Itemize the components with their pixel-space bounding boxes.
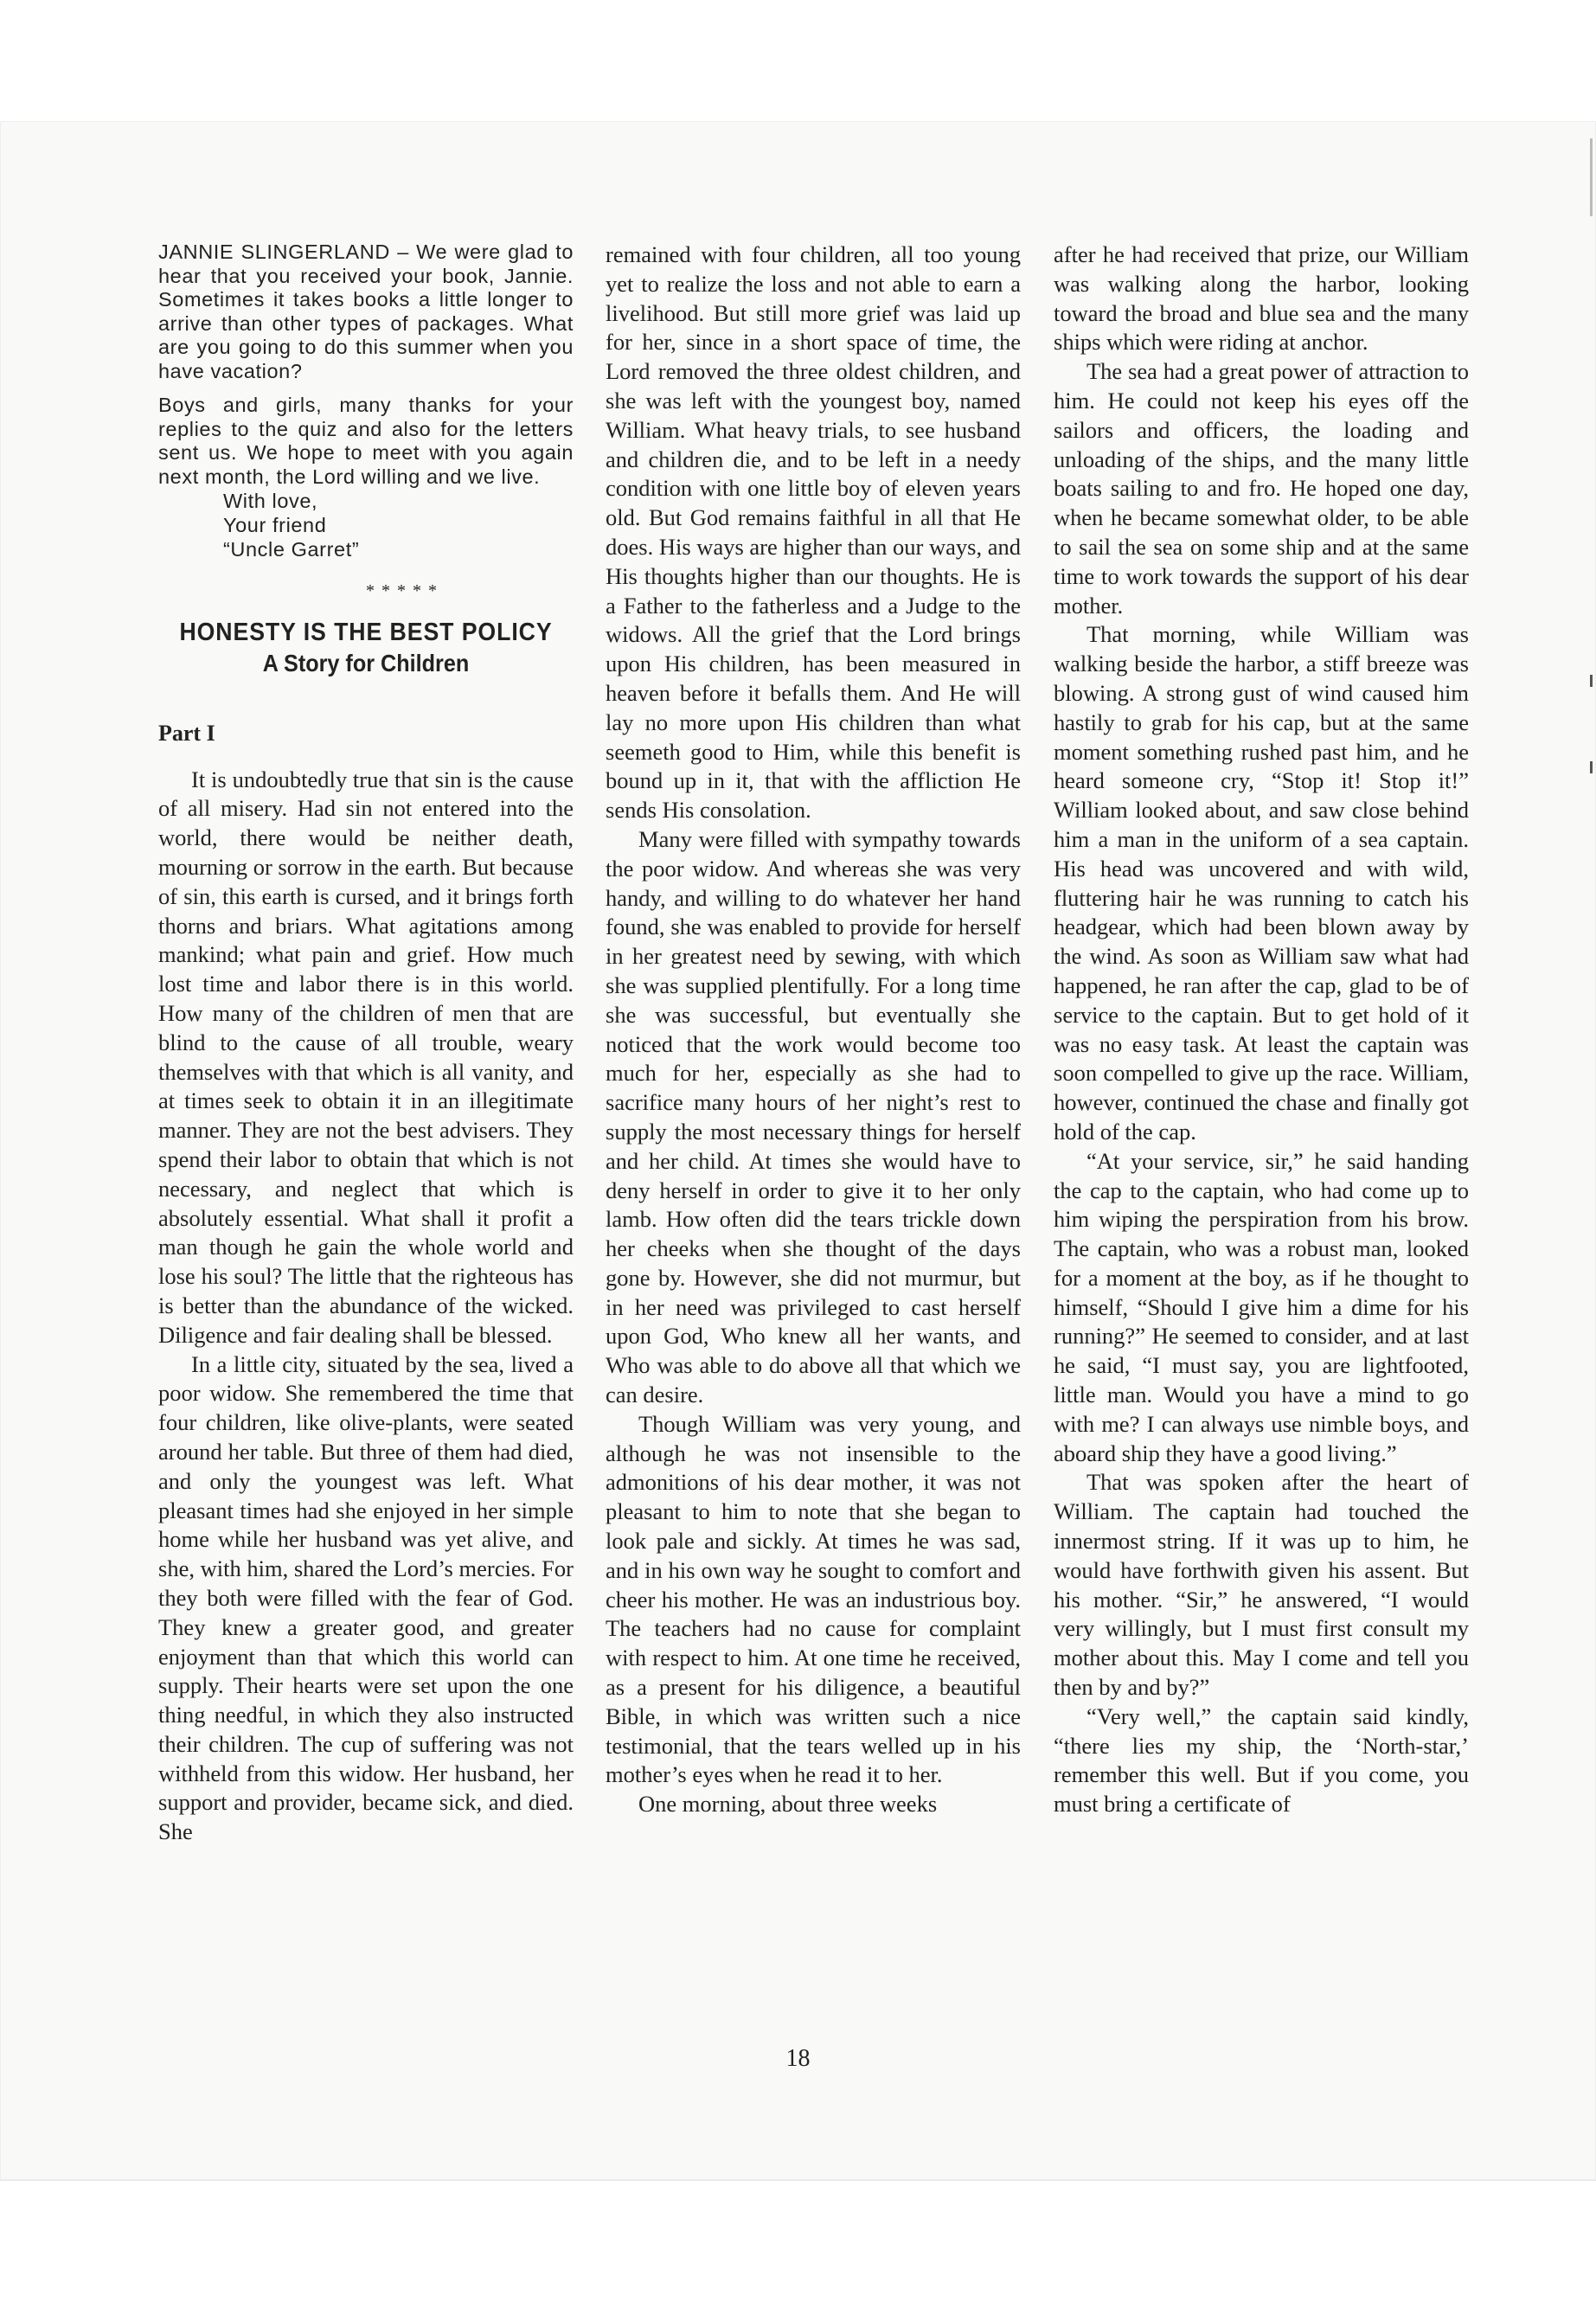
signoff-line: Your friend <box>223 514 327 536</box>
text-column-3 <box>1054 240 1469 1819</box>
story-paragraph: “Very well,” the captain said kindly, “there lies my ship, the ‘North-star,’ remember this well. But if you come, you must bring a certificate of <box>1054 1702 1469 1818</box>
story-headline: HONESTY IS THE BEST POLICY <box>179 618 553 646</box>
story-paragraph: That was spoken after the heart of William. The captain had touched the innermost string. If it was up to him, he would have forthwith given his assent. But his mother. “Sir,” he answered, “I would very willingly, but I must first consult my mother about this. May I come and tell you then by and by?” <box>1054 1469 1469 1701</box>
letter-thanks-readers: Boys and girls, many thanks for your replies to the quiz and also for the letters sent us. We hope to meet with you again next month, the Lord willing and we live. <box>158 394 574 488</box>
story-paragraph: That morning, while William was walking beside the harbor, a stiff breeze was blowing. A strong gust of wind caused him hastily to grab for his cap, but at the same moment something rushed past him, and he heard someone cry, “Stop it! Stop it!” William looked about, and saw close behind him a man in the uniform of a sea captain. His head was uncovered and with wild, fluttering hair he was running to catch his headgear, which had been blown away by the wind. As soon as William saw what had happened, he ran after the cap, glad to be of service to the captain. But to get hold of it was no easy task. At least the captain was soon compelled to give up the race. William, however, continued the chase and finally got hold of the cap. <box>1054 621 1469 1145</box>
section-divider-stars: ***** <box>366 581 444 600</box>
letter-signoff <box>158 489 574 561</box>
story-paragraph: Though William was very young, and although he was not insensible to the admonitions of his dear mother, it was not pleasant to him to note that she began to look pale and sickly. At times he was sad, and in his own way he sought to comfort and cheer his mother. He was an industrious boy. The teachers had no cause for complaint with respect to him. At one time he received, as a present for his diligence, a beautiful Bible, in which was written such a nice testimonial, that the tears welled up in his mother’s eyes when he read it to her. <box>606 1410 1021 1788</box>
scan-top-margin <box>0 0 1596 121</box>
text-column-1 <box>158 240 574 1847</box>
story-paragraph: The sea had a great power of attraction to him. He could not keep his eyes off the sailors and officers, the loading and unloading of the ships, and the many little boats sailing to and fro. He hoped one day, when he became somewhat older, to be able to sail the sea on some ship and at the same time to work towards the support of his dear mother. <box>1054 358 1469 619</box>
scan-edge-mark <box>1590 761 1593 773</box>
scan-bottom-margin <box>0 2180 1596 2302</box>
signoff-line: With love, <box>223 490 318 512</box>
story-paragraph: remained with four children, all too young yet to realize the loss and not able to earn a livelihood. But still more grief was laid up for her, since in a short space of time, the Lord removed the three oldest children, and she was left with the youngest boy, named William. What heavy trials, to see husband and children die, and to be left in a needy condition with one little boy of eleven years old. But God remains faithful in all that He does. His ways are higher than our ways, and His thoughts higher than our thoughts. He is a Father to the fatherless and a Judge to the widows. All the grief that the Lord brings upon His children, has been measured in heaven before it befalls them. And He will lay no more upon His children than what seemeth good to Him, while this benefit is bound up in it, that with the affliction He sends His consolation. <box>606 241 1021 824</box>
story-paragraph: One morning, about three weeks <box>638 1791 938 1818</box>
story-subhead: A Story for Children <box>262 649 470 676</box>
page-number: 18 <box>785 2045 811 2072</box>
story-paragraph: Many were filled with sympathy towards the poor widow. And whereas she was very handy, and willing to do whatever her hand found, she was enabled to provide for herself in her greatest need by sewing, with which she was supplied plentifully. For a long time she was successful, but eventually she noticed that the work would become too much for her, especially as she had to sacrifice many hours of her night’s rest to supply the most necessary things for herself and her child. At times she would have to deny herself in order to give it to her only lamb. How often did the tears trickle down her cheeks when she thought of the days gone by. However, she did not murmur, but in her need was privileged to cast herself upon God, Who knew all her wants, and Who was able to do above all that which we can desire. <box>606 825 1021 1408</box>
letter-reply-jannie: JANNIE SLINGERLAND – We were glad to hear that you received your book, Jannie. Sometimes it takes books a little longer to arrive than other types of packages. What are you going to do this summer when you have vacation? <box>158 240 574 382</box>
story-paragraph: after he had received that prize, our William was walking along the harbor, looking toward the broad and blue sea and the many ships which were riding at anchor. <box>1054 241 1469 356</box>
story-part-label: Part I <box>158 720 215 746</box>
text-column-2 <box>606 240 1021 1819</box>
story-paragraph: In a little city, situated by the sea, lived a poor widow. She remembered the time that four children, like olive-plants, were seated around her table. But three of them had died, and only the youngest was left. What pleasant times had she enjoyed in her simple home while her husband was yet alive, and she, with him, shared the Lord’s mercies. For they both were filled with the fear of God. They knew a greater good, and greater enjoyment than that which this world can supply. Their hearts were set upon the one thing needful, in which they also instructed their children. The cup of suffering was not withheld from this widow. Her husband, her support and provider, became sick, and died. She <box>158 1350 574 1845</box>
scan-edge-mark <box>1590 138 1593 216</box>
signoff-line: “Uncle Garret” <box>223 538 360 561</box>
story-paragraph: “At your service, sir,” he said handing the cap to the captain, who had come up to him wiping the perspiration from his brow. The captain, who was a robust man, looked for a moment at the boy, as if he thought to himself, “Should I give him a dime for his running?” He seemed to consider, and at last he said, “I must say, you are lightfooted, little man. Would you have a mind to go with me? I can always use nimble boys, and aboard ship they have a good living.” <box>1054 1147 1469 1466</box>
scan-edge-mark <box>1590 675 1593 687</box>
story-paragraph: It is undoubtedly true that sin is the cause of all misery. Had sin not entered into the world, there would be neither death, mourning or sorrow in the earth. But because of sin, this earth is cursed, and it brings forth thorns and briars. What agitations among mankind; what pain and grief. How much lost time and labor there is in this world. How many of the children of men that are blind to the cause of all trouble, weary themselves with that which is all vanity, and at times seek to obtain it in an illegitimate manner. They are not the best advisers. They spend their labor to obtain that which is not necessary, and neglect that which is absolutely essential. What shall it profit a man though he gain the whole world and lose his soul? The little that the righteous has is better than the abundance of the wicked. Diligence and fair dealing shall be blessed. <box>158 766 574 1348</box>
